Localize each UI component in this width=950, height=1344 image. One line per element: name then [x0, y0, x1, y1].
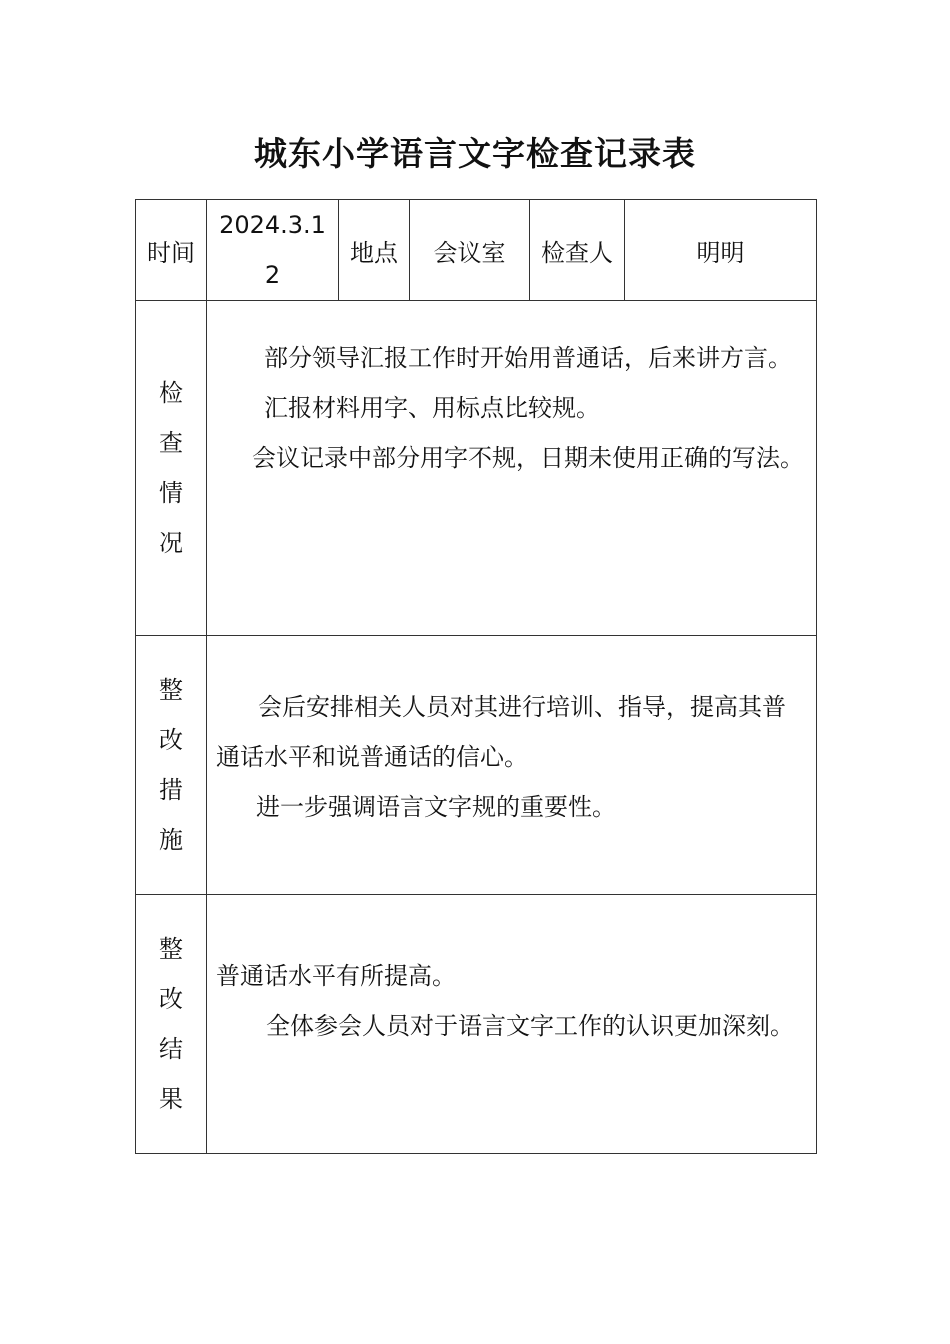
situation-label-char: 检: [159, 379, 183, 407]
situation-line: 汇报材料用字、用标点比较规。: [264, 394, 600, 422]
situation-label-char: 况: [159, 529, 183, 557]
measures-label-char: 措: [159, 776, 183, 804]
result-row: [136, 895, 817, 1154]
inspector-value: 明明: [625, 200, 817, 301]
page-title: 城东小学语言文字检查记录表: [254, 134, 696, 173]
time-value: [207, 200, 339, 301]
place-value: 会议室: [410, 200, 530, 301]
result-label: [136, 895, 207, 1154]
measures-label-char: 整: [159, 676, 183, 704]
result-label-char: 整: [159, 935, 183, 963]
situation-content: [207, 301, 817, 636]
place-label: 地点: [339, 200, 410, 301]
situation-line: 部分领导汇报工作时开始用普通话，后来讲方言。: [264, 344, 792, 372]
inspector-label: 检查人: [530, 200, 625, 301]
result-label-char: 结: [159, 1035, 183, 1063]
measures-label-char: 改: [159, 726, 183, 754]
measures-line: 会后安排相关人员对其进行培训、指导，提高其普通话水平和说普通话的信心。: [216, 693, 786, 771]
header-row: [136, 200, 817, 301]
measures-label: [136, 636, 207, 895]
situation-label-char: 查: [159, 429, 183, 457]
result-label-char: 果: [159, 1085, 183, 1113]
inspection-record-table: [135, 199, 817, 1154]
time-label: 时间: [136, 200, 207, 301]
situation-label: [136, 301, 207, 636]
result-label-char: 改: [159, 985, 183, 1013]
situation-line: 会议记录中部分用字不规，日期未使用正确的写法。: [252, 444, 804, 472]
situation-row: [136, 301, 817, 636]
measures-content: [207, 636, 817, 895]
situation-label-char: 情: [159, 479, 183, 507]
time-value-line1: 2024.3.1: [219, 211, 326, 239]
result-line: 全体参会人员对于语言文字工作的认识更加深刻。: [266, 1012, 794, 1040]
result-content: [207, 895, 817, 1154]
measures-label-char: 施: [159, 826, 183, 854]
result-line: 普通话水平有所提高。: [216, 962, 456, 990]
measures-line: 进一步强调语言文字规的重要性。: [256, 793, 616, 821]
time-value-line2: 2: [264, 261, 281, 289]
measures-row: [136, 636, 817, 895]
